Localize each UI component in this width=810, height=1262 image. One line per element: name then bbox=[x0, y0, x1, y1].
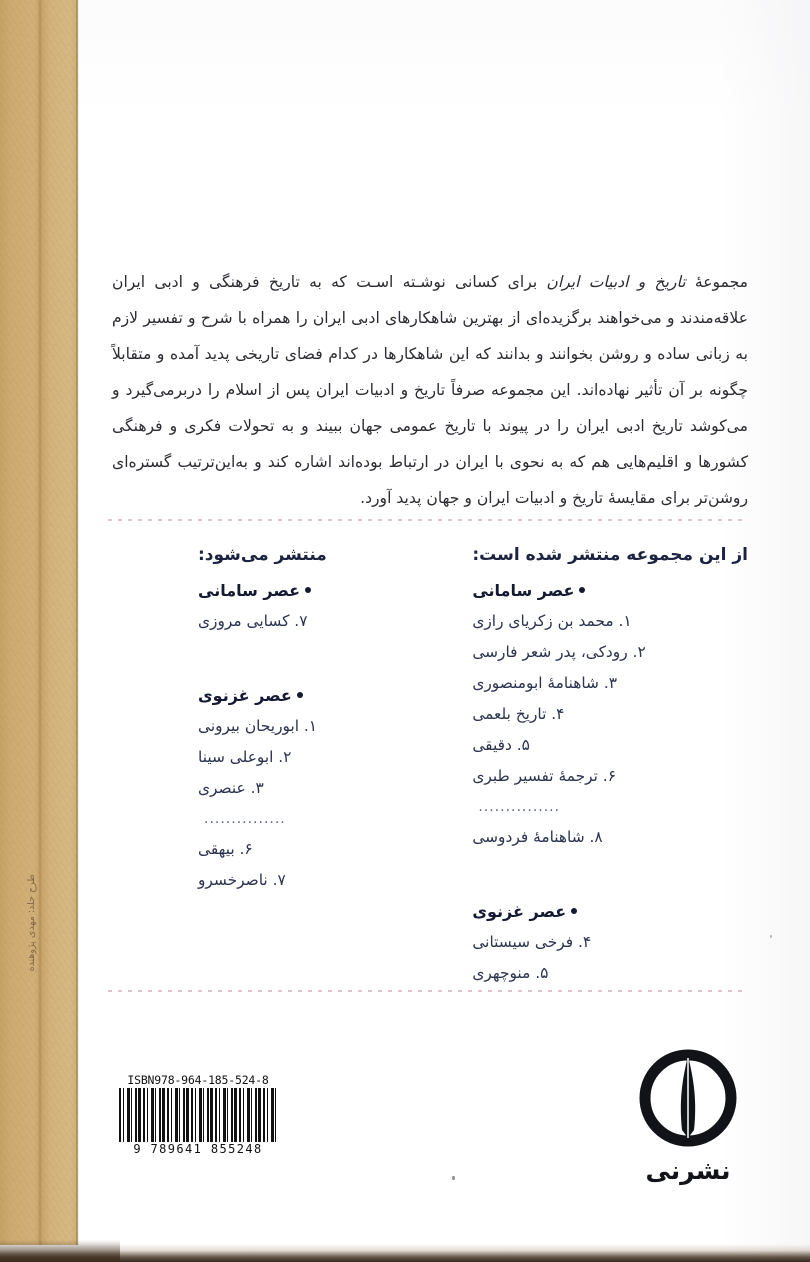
divider-bottom bbox=[108, 990, 748, 992]
published-group-samani-name: عصر سامانی bbox=[472, 581, 575, 600]
spine-cover-design-credit: طرح جلد: مهدی پژوهنده bbox=[26, 874, 37, 972]
publisher-block bbox=[618, 1046, 758, 1188]
forthcoming-group-samani-name: عصر سامانی bbox=[198, 581, 301, 600]
bottom-left-edge-shadow bbox=[0, 1240, 120, 1262]
scan-speck bbox=[452, 1176, 455, 1180]
list-item: ۲. رودکی، پدر شعر فارسی bbox=[472, 643, 646, 661]
list-item: ۴. تاریخ بلعمی bbox=[472, 705, 565, 723]
blurb-lead: مجموعهٔ bbox=[685, 272, 748, 291]
barcode-bars bbox=[119, 1088, 277, 1142]
list-item: ۸. شاهنامهٔ فردوسی bbox=[472, 828, 603, 846]
published-group-ghaznavi-heading bbox=[472, 897, 748, 927]
list-item: ۲. ابوعلی سینا bbox=[198, 748, 292, 766]
spacer bbox=[198, 637, 428, 681]
list-item: ۵. منوچهری bbox=[472, 964, 549, 982]
bottom-edge-shadow bbox=[0, 1244, 810, 1262]
list-item: ۶. ترجمهٔ تفسیر طبری bbox=[472, 767, 616, 785]
series-title: تاریخ و ادبیات ایران bbox=[546, 272, 686, 291]
list-separator-dots: ............... bbox=[478, 799, 561, 815]
isbn-label: ISBN978-964-185-524-8 bbox=[127, 1073, 269, 1087]
list-item: ۳. شاهنامهٔ ابومنصوری bbox=[472, 674, 617, 692]
isbn-barcode bbox=[115, 1070, 281, 1158]
list-separator-dots: ............... bbox=[204, 811, 286, 827]
published-group-samani-heading bbox=[472, 576, 748, 606]
catalogue-columns bbox=[112, 540, 748, 989]
spine-fold-line bbox=[38, 0, 42, 1245]
spacer bbox=[472, 853, 748, 897]
book-spine-strip bbox=[0, 0, 78, 1245]
forthcoming-heading: منتشر می‌شود: bbox=[198, 545, 327, 565]
published-heading: از این مجموعه منتشر شده است: bbox=[472, 545, 748, 565]
forthcoming-group-samani-heading bbox=[198, 576, 428, 606]
barcode-digits: 9 789641 855248 bbox=[133, 1142, 263, 1156]
blurb-body: برای کسانی نوشـته اسـت که به تاریخ فرهنگی و ادبی ایران علاقه‌مندند و می‌خواهند برگزیده‌ای از بهترین شاهکارهای ادبی ایران را همراه با شرح و تفسیر لازم به زبانی ساده و روشن بخوانند و بدانند که این شاهکارها در کدام فضای تاریخی پدید آمده و متقابلاً چگونه بر آن تأثیر نهاده‌اند. این مجموعه صرفاً تاریخ و ادبیات ایران پس از اسلام را دربرمی‌گیرد و می‌کوشد تاریخ ادبی ایران را در پیوند با تاریخ عمومی جهان ببیند و به تحولات فکری و فرهنگی کشورها و اقلیم‌هایی هم که به نحوی با ایران در ارتباط بوده‌اند اشاره کند و به‌این‌ترتیب گستره‌ای روشن‌تر برای مقایسهٔ تاریخ و ادبیات ایران و جهان پدید آورد. bbox=[112, 272, 748, 507]
spine-right-edge-shadow bbox=[76, 0, 79, 1245]
list-item: ۷. ناصرخسرو bbox=[198, 871, 286, 889]
list-item: ۴. فرخی سیستانی bbox=[472, 933, 592, 951]
column-forthcoming bbox=[112, 540, 428, 989]
column-published bbox=[428, 540, 748, 989]
list-item: ۱. ابوریحان بیرونی bbox=[198, 717, 318, 735]
bullet-dot-icon bbox=[305, 587, 311, 593]
divider-top bbox=[108, 519, 748, 521]
list-item: ۱. محمد بن زکریای رازی bbox=[472, 612, 632, 630]
back-cover-blurb bbox=[112, 264, 748, 516]
published-group-ghaznavi-name: عصر غزنوی bbox=[472, 902, 567, 921]
list-item: ۶. بیهقی bbox=[198, 840, 253, 858]
publisher-name: نشرنی bbox=[645, 1156, 731, 1185]
list-item: ۳. عنصری bbox=[198, 779, 264, 797]
scan-speck bbox=[770, 935, 772, 938]
list-item: ۵. دقیقی bbox=[472, 736, 530, 754]
forthcoming-group-ghaznavi-name: عصر غزنوی bbox=[198, 686, 292, 705]
bullet-dot-icon bbox=[571, 908, 577, 914]
bullet-dot-icon bbox=[579, 587, 585, 593]
ney-leaf-circle-logo-icon bbox=[636, 1046, 740, 1150]
bullet-dot-icon bbox=[297, 692, 303, 698]
forthcoming-group-ghaznavi-heading bbox=[198, 681, 428, 711]
list-item: ۷. کسایی مروزی bbox=[198, 612, 308, 630]
